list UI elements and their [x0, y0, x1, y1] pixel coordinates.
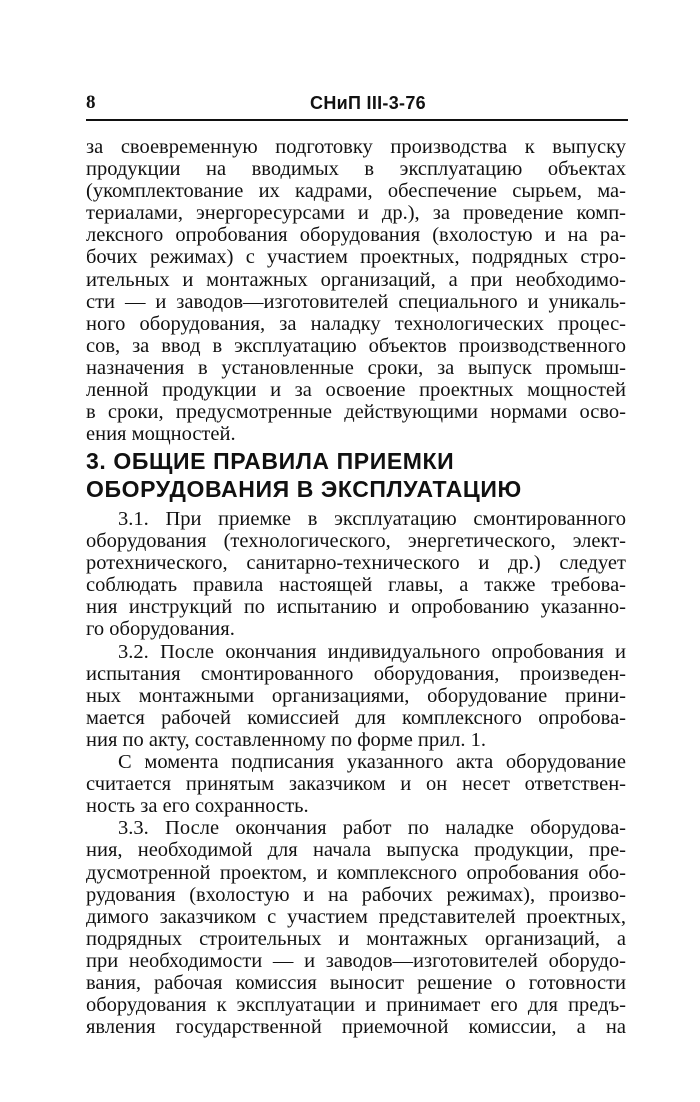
section-title — [86, 447, 626, 503]
clause-3-3-line: 3.3. После окончания работ по наладке оборудова- — [118, 817, 627, 840]
text-line: ных монтажными организациями, оборудование прини- — [86, 684, 626, 707]
text-line: дусмотренной проектом, и комплексного опробования обо- — [86, 861, 626, 884]
text-line: в сроки, предусмотренные действующими нормами осво- — [86, 401, 626, 424]
text-line: рудования (вхолостую и на рабочих режимах), произво- — [86, 883, 626, 906]
section-3-clauses — [86, 508, 626, 1038]
text-line: соблюдать правила настоящей главы, а также требова- — [86, 574, 626, 597]
text-line: ния, необходимой для начала выпуска продукции, пре- — [86, 839, 626, 862]
text-line: при необходимости — и заводов—изготовителей оборудо- — [86, 949, 626, 972]
text-line: ность за его сохранность. — [86, 795, 309, 818]
page-header — [86, 93, 628, 121]
clause-3-2-line: 3.2. После окончания индивидуального опробования и — [118, 640, 627, 663]
text-line: испытания смонтированного оборудования, произведен- — [86, 662, 626, 685]
text-line: ения мощностей. — [86, 423, 236, 446]
text-line: считается принятым заказчиком и он несет ответствен- — [86, 773, 626, 796]
text-line: ния инструкций по испытанию и опробованию указанно- — [86, 596, 626, 619]
text-line: лексного опробования оборудования (вхолостую и на ра- — [86, 224, 626, 247]
text-line: териалами, энергоресурсами и др.), за проведение комп- — [86, 202, 626, 225]
text-line: (укомплектование их кадрами, обеспечение сырьем, ма- — [86, 180, 626, 203]
text-line: ротехнического, санитарно-технического и др.) следует — [86, 552, 626, 575]
section-title-line: 3. ОБЩИЕ ПРАВИЛА ПРИЕМКИ — [86, 448, 455, 474]
text-line: за своевременную подготовку производства к выпуску — [86, 136, 626, 158]
text-line: ительных и монтажных организаций, а при необходимо- — [86, 268, 626, 291]
page-number: 8 — [86, 92, 96, 113]
text-line: димого заказчиком с участием представителей проектных, — [86, 905, 626, 928]
text-line: С момента подписания указанного акта оборудование — [118, 751, 626, 774]
clause-number: 3.3. — [118, 817, 149, 840]
text-line: оборудования к эксплуатации и принимает его для предъ- — [86, 994, 626, 1017]
clause-number: 3.1. — [118, 508, 149, 530]
clause-number: 3.2. — [118, 640, 149, 663]
text-line: назначения в установленные сроки, за выпуск промыш- — [86, 356, 626, 379]
text-line: ленной продукции и за освоение проектных мощностей — [86, 379, 626, 402]
text-line: бочих режимах) с участием проектных, подрядных стро- — [86, 246, 626, 269]
section-title-line: ОБОРУДОВАНИЯ В ЭКСПЛУАТАЦИЮ — [86, 476, 522, 502]
text-line: мается рабочей комиссией для комплексного опробова- — [86, 706, 626, 729]
text-line: сти — и заводов—изготовителей специального и уникаль- — [86, 290, 626, 313]
text-line: го оборудования. — [86, 618, 235, 641]
clause-3-1-line: 3.1. При приемке в эксплуатацию смонтированного — [118, 508, 626, 530]
text-line: оборудования (технологического, энергетического, элект- — [86, 530, 626, 553]
text-line: вания, рабочая комиссия выносит решение о готовности — [86, 971, 626, 994]
text-line: продукции на вводимых в эксплуатацию объектах — [86, 158, 626, 181]
running-title: СНиП III-3-76 — [310, 93, 426, 113]
intro-paragraph — [86, 136, 626, 445]
text-line: подрядных строительных и монтажных организаций, а — [86, 927, 626, 950]
text-line: сов, за ввод в эксплуатацию объектов производственного — [86, 334, 626, 357]
text-line: явления государственной приемочной комиссии, а на — [86, 1016, 626, 1039]
text-line: ния по акту, составленному по форме прил. 1. — [86, 728, 486, 751]
text-line: ного оборудования, за наладку технологических процес- — [86, 312, 626, 335]
